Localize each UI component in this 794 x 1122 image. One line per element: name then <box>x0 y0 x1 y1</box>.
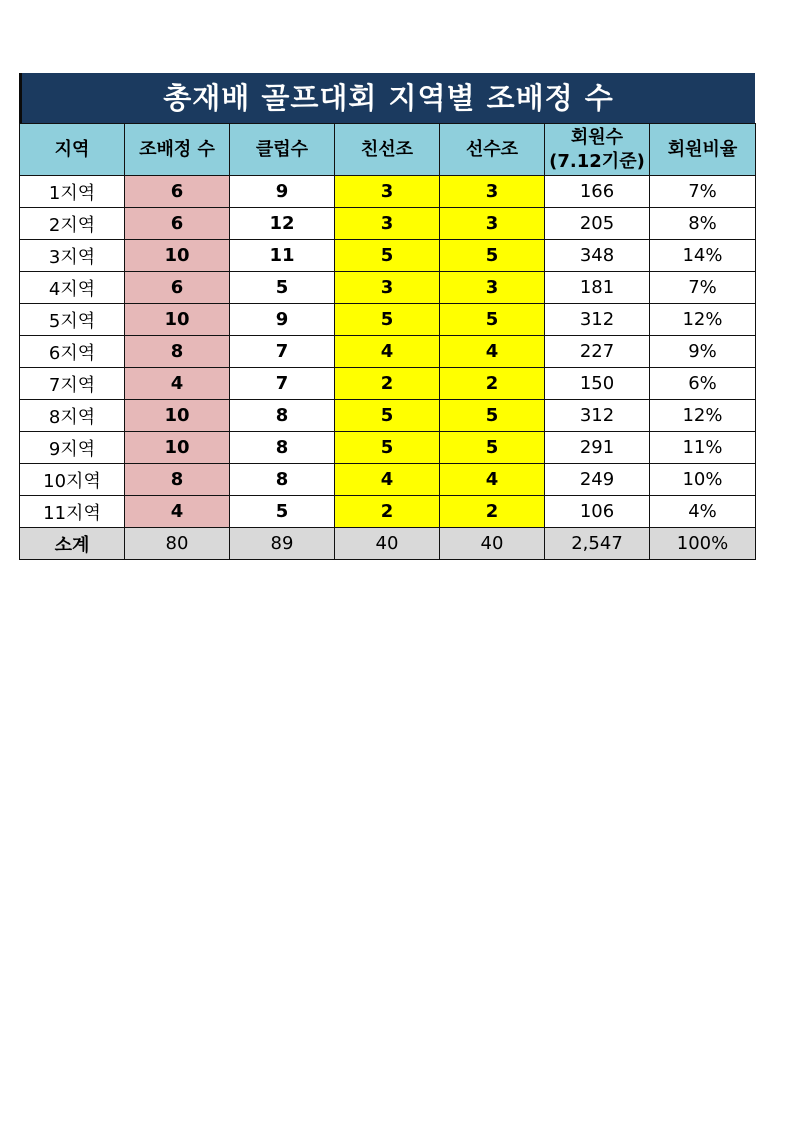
table-row <box>20 176 756 208</box>
table-row <box>20 368 756 400</box>
table-body <box>20 176 756 528</box>
table-row <box>20 464 756 496</box>
cell-clubs: 8 <box>230 432 335 464</box>
cell-ratio: 6% <box>650 368 756 400</box>
cell-friendly: 5 <box>335 304 440 336</box>
cell-player: 5 <box>440 304 545 336</box>
cell-player: 5 <box>440 432 545 464</box>
cell-ratio: 11% <box>650 432 756 464</box>
allocation-table <box>19 123 756 560</box>
table-row <box>20 432 756 464</box>
header-ratio: 회원비율 <box>650 124 756 176</box>
total-clubs: 89 <box>230 528 335 560</box>
cell-region: 3지역 <box>20 240 125 272</box>
spreadsheet <box>19 73 755 560</box>
total-ratio: 100% <box>650 528 756 560</box>
cell-members: 150 <box>545 368 650 400</box>
cell-groups: 8 <box>125 336 230 368</box>
header-members-line2: (7.12기준) <box>549 150 645 172</box>
cell-player: 5 <box>440 240 545 272</box>
cell-player: 2 <box>440 496 545 528</box>
header-player: 선수조 <box>440 124 545 176</box>
cell-player: 4 <box>440 336 545 368</box>
cell-clubs: 5 <box>230 272 335 304</box>
cell-ratio: 14% <box>650 240 756 272</box>
cell-ratio: 12% <box>650 400 756 432</box>
cell-groups: 4 <box>125 368 230 400</box>
cell-groups: 10 <box>125 304 230 336</box>
cell-groups: 10 <box>125 432 230 464</box>
cell-region: 4지역 <box>20 272 125 304</box>
cell-members: 166 <box>545 176 650 208</box>
cell-friendly: 5 <box>335 400 440 432</box>
cell-friendly: 2 <box>335 368 440 400</box>
cell-groups: 6 <box>125 272 230 304</box>
cell-members: 106 <box>545 496 650 528</box>
cell-region: 7지역 <box>20 368 125 400</box>
cell-groups: 10 <box>125 400 230 432</box>
table-row <box>20 208 756 240</box>
cell-friendly: 3 <box>335 176 440 208</box>
total-player: 40 <box>440 528 545 560</box>
cell-members: 312 <box>545 304 650 336</box>
cell-groups: 10 <box>125 240 230 272</box>
table-row <box>20 400 756 432</box>
cell-ratio: 4% <box>650 496 756 528</box>
cell-members: 205 <box>545 208 650 240</box>
cell-clubs: 7 <box>230 336 335 368</box>
cell-clubs: 7 <box>230 368 335 400</box>
cell-clubs: 5 <box>230 496 335 528</box>
cell-clubs: 9 <box>230 176 335 208</box>
cell-ratio: 7% <box>650 176 756 208</box>
cell-groups: 8 <box>125 464 230 496</box>
cell-clubs: 12 <box>230 208 335 240</box>
cell-members: 348 <box>545 240 650 272</box>
cell-friendly: 5 <box>335 432 440 464</box>
table-row <box>20 272 756 304</box>
cell-player: 3 <box>440 176 545 208</box>
table-row <box>20 304 756 336</box>
total-members: 2,547 <box>545 528 650 560</box>
cell-player: 5 <box>440 400 545 432</box>
cell-region: 5지역 <box>20 304 125 336</box>
cell-friendly: 4 <box>335 336 440 368</box>
cell-ratio: 12% <box>650 304 756 336</box>
cell-groups: 6 <box>125 176 230 208</box>
cell-region: 6지역 <box>20 336 125 368</box>
table-row <box>20 240 756 272</box>
cell-groups: 4 <box>125 496 230 528</box>
header-members-line1: 회원수 <box>570 126 624 148</box>
table-row <box>20 336 756 368</box>
header-row <box>20 124 756 176</box>
cell-ratio: 7% <box>650 272 756 304</box>
sheet-title: 총재배 골프대회 지역별 조배정 수 <box>19 73 755 123</box>
cell-region: 8지역 <box>20 400 125 432</box>
total-row <box>20 528 756 560</box>
header-friendly: 친선조 <box>335 124 440 176</box>
cell-friendly: 4 <box>335 464 440 496</box>
cell-region: 1지역 <box>20 176 125 208</box>
cell-region: 2지역 <box>20 208 125 240</box>
cell-members: 227 <box>545 336 650 368</box>
cell-region: 10지역 <box>20 464 125 496</box>
total-groups: 80 <box>125 528 230 560</box>
cell-clubs: 8 <box>230 400 335 432</box>
cell-player: 3 <box>440 208 545 240</box>
cell-clubs: 11 <box>230 240 335 272</box>
total-friendly: 40 <box>335 528 440 560</box>
cell-player: 3 <box>440 272 545 304</box>
cell-player: 2 <box>440 368 545 400</box>
cell-region: 11지역 <box>20 496 125 528</box>
cell-friendly: 2 <box>335 496 440 528</box>
cell-ratio: 8% <box>650 208 756 240</box>
cell-player: 4 <box>440 464 545 496</box>
total-label: 소계 <box>20 528 125 560</box>
header-clubs: 클럽수 <box>230 124 335 176</box>
cell-friendly: 3 <box>335 272 440 304</box>
table-row <box>20 496 756 528</box>
cell-members: 312 <box>545 400 650 432</box>
cell-groups: 6 <box>125 208 230 240</box>
cell-clubs: 9 <box>230 304 335 336</box>
cell-region: 9지역 <box>20 432 125 464</box>
cell-members: 181 <box>545 272 650 304</box>
header-region: 지역 <box>20 124 125 176</box>
cell-ratio: 10% <box>650 464 756 496</box>
cell-clubs: 8 <box>230 464 335 496</box>
cell-members: 291 <box>545 432 650 464</box>
cell-friendly: 3 <box>335 208 440 240</box>
cell-members: 249 <box>545 464 650 496</box>
cell-friendly: 5 <box>335 240 440 272</box>
cell-ratio: 9% <box>650 336 756 368</box>
header-groups: 조배정 수 <box>125 124 230 176</box>
header-members <box>545 124 650 176</box>
